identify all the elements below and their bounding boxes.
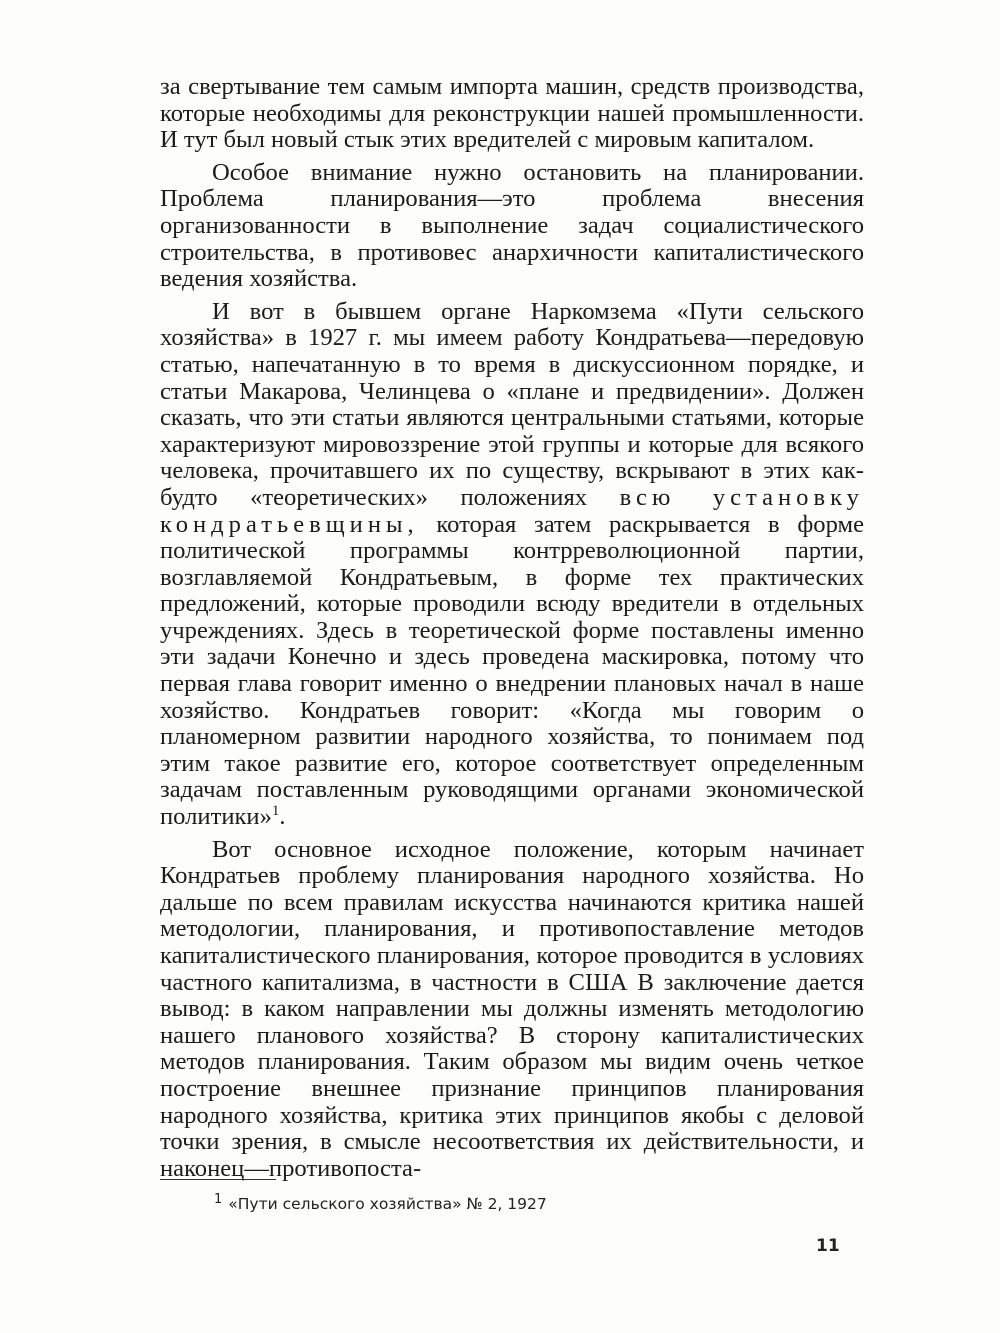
footnote-divider	[160, 1179, 276, 1180]
paragraph-3-text-b: которая затем раскрывается в форме политической программы контрреволюционной партии, возглавляемой Кондратьевым, в форме тех практических предложений, которые проводили всюду вредители в отдельных учреждениях. Здесь в теоретической форме поставлены именно эти задачи Конечно и здесь проведена маскировка, потому что первая глава говорит именно о внедрении плановых начал в наше хозяйство. Кондратьев говорит: «Когда мы говорим о планомерном развитии народного хозяйства, то понимаем под этим такое развитие его, которое соответствует определенным задачам поставленным руководящими органами экономической политики»	[160, 510, 864, 831]
paragraph-3	[160, 299, 864, 831]
paragraph-3-text-a: И вот в бывшем органе Наркомзема «Пути сельского хозяйства» в 1927 г. мы имеем работу Кондратьева—передовую статью, напечатанную в то время в дискуссионном порядке, и статьи Макарова, Челинцева о «плане и предвидении». Должен сказать, что эти статьи являются центральными статьями, которые характеризуют мировоззрение этой группы и которые для всякого человека, прочитавшего их по существу, вскрывают в этих как-будто «теоретических» положениях	[160, 297, 864, 511]
paragraph-2: Особое внимание нужно остановить на планировании. Проблема планирования—это проблема внесения организованности в выполнение задач социалистического строительства, в противовес анархичности капиталистического ведения хозяйства.	[160, 158, 864, 293]
paragraph-4: Вот основное исходное положение, которым начинает Кондратьев проблему планирования народного хозяйства. Но дальше по всем правилам искусства начинаются критика нашей методологии, планирования, и противопоставление методов капиталистического планирования, которое проводится в условиях частного капитализма, в частности в США В заключение дается вывод: в каком направлении мы должны изменять методологию нашего планового хозяйства? В сторону капиталистических методов планирования. Таким образом мы видим очень четкое построение внешнее признание принципов планирования народного хозяйства, критика этих принципов якобы с деловой точки зрения, в смысле несоответствия их действительности, и наконец—противопоста-	[160, 835, 864, 1182]
body-text	[160, 74, 864, 1182]
paragraph-3-end: .	[279, 803, 286, 831]
page-number: 11	[816, 1236, 840, 1256]
paragraph-3-spaced-emphasis: всю установку кондратьевщины,	[160, 483, 864, 538]
paragraph-1: за свертывание тем самым импорта машин, средств производства, которые необходимы для реконструкции нашей промышленности. И тут был новый стык этих вредителей с мировым капиталом.	[160, 73, 864, 154]
footnote-number: 1	[214, 1191, 223, 1207]
footnote	[214, 1191, 547, 1214]
footnote-reference-mark: 1	[271, 802, 280, 819]
footnote-text: «Пути сельского хозяйства» № 2, 1927	[228, 1195, 547, 1213]
